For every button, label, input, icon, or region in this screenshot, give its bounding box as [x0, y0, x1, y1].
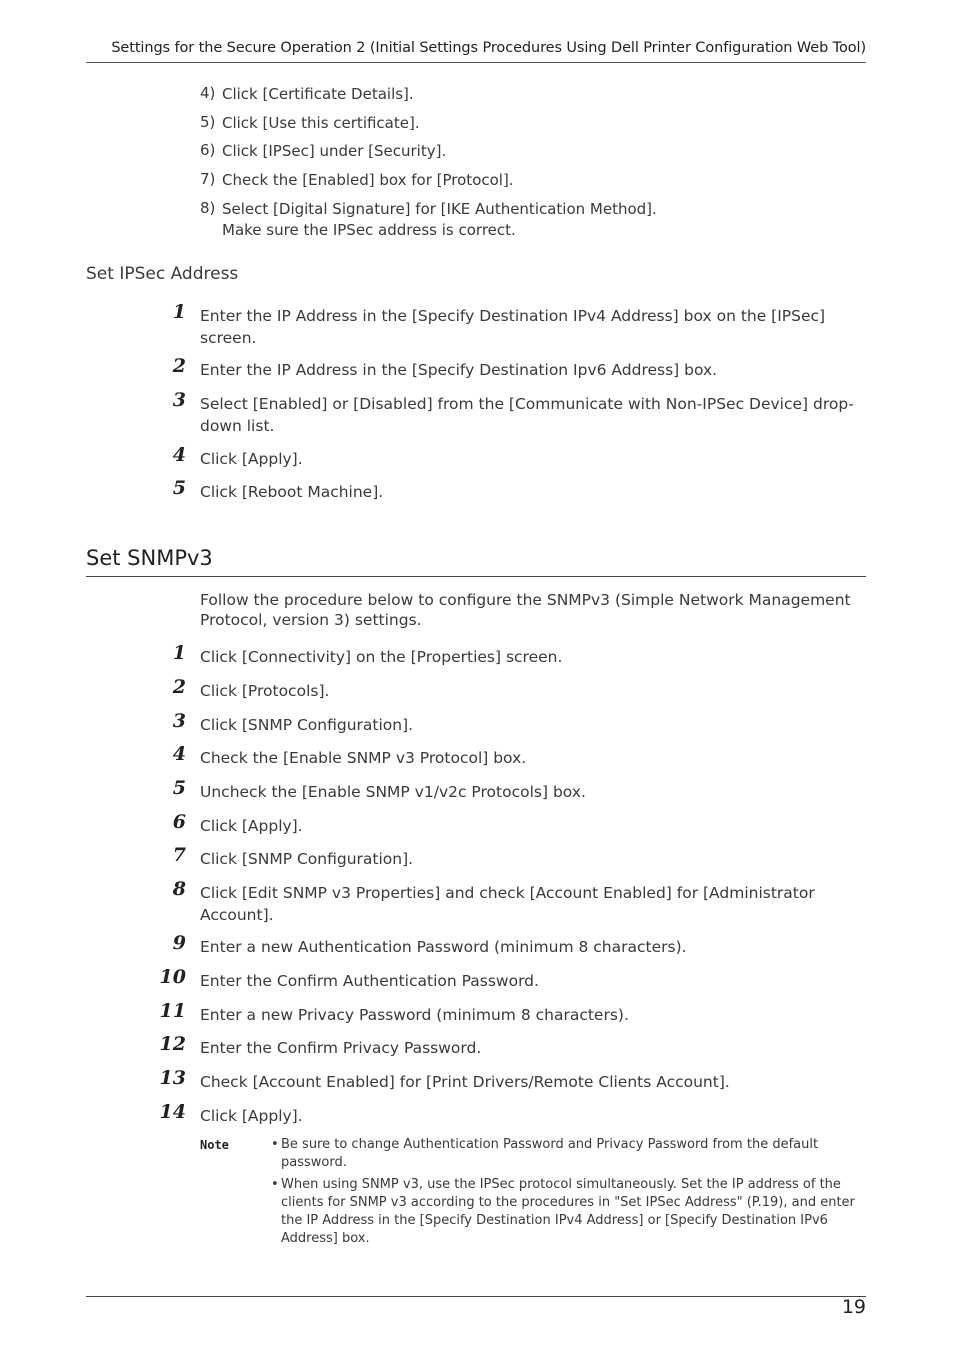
- substep-number: 4): [200, 84, 216, 102]
- step-text: Click [Apply].: [200, 1107, 303, 1125]
- snmp-step-10: [159, 966, 866, 992]
- section-heading-snmpv3: Set SNMPv3: [86, 546, 866, 577]
- step-text: Click [Apply].: [200, 450, 303, 468]
- substep-text: Click [Use this certificate].: [222, 114, 420, 132]
- running-header: Settings for the Secure Operation 2 (Initial Settings Procedures Using Dell Printer Configuration Web Tool): [86, 40, 866, 63]
- step-text: Click [Apply].: [200, 817, 303, 835]
- snmp-step-9: [172, 932, 866, 958]
- step-number: 2: [172, 676, 186, 698]
- step-number: 4: [172, 743, 186, 765]
- note-item: [271, 1176, 859, 1248]
- step-text: Enter the IP Address in the [Specify Destination Ipv6 Address] box.: [200, 361, 718, 379]
- ipsec-step-1: [172, 301, 866, 349]
- snmp-step-14: [159, 1101, 866, 1127]
- snmp-step-3: [172, 710, 866, 736]
- step-number: 12: [159, 1033, 186, 1055]
- step-number: 10: [159, 966, 186, 988]
- step-text: Check [Account Enabled] for [Print Drivers/Remote Clients Account].: [200, 1073, 730, 1091]
- snmp-step-1: [172, 642, 866, 668]
- step-number: 13: [159, 1067, 186, 1089]
- footer-rule: [86, 1296, 866, 1297]
- step-text: Enter the IP Address in the [Specify Destination IPv4 Address] box on the [IPSec] screen.: [200, 307, 826, 347]
- snmp-step-2: [172, 676, 866, 702]
- step-text: Click [Reboot Machine].: [200, 483, 384, 501]
- step-text: Uncheck the [Enable SNMP v1/v2c Protocols] box.: [200, 783, 586, 801]
- note-item: [271, 1136, 859, 1172]
- step-number: 8: [172, 878, 186, 900]
- substep-text: Click [IPSec] under [Security].: [222, 142, 447, 160]
- bullet-icon: •: [271, 1177, 279, 1192]
- substep-text: Check the [Enabled] box for [Protocol].: [222, 171, 514, 189]
- step-text: Enter a new Privacy Password (minimum 8 characters).: [200, 1006, 629, 1024]
- substep-4: [200, 84, 866, 105]
- snmp-step-7: [172, 844, 866, 870]
- snmp-step-11: [159, 1000, 866, 1026]
- substep-7: [200, 170, 866, 191]
- snmp-step-13: [159, 1067, 866, 1093]
- step-text: Click [SNMP Configuration].: [200, 850, 414, 868]
- substep-number: 8): [200, 199, 216, 217]
- snmp-step-4: [172, 743, 866, 769]
- snmp-step-8: [172, 878, 866, 926]
- substep-text: Click [Certificate Details].: [222, 85, 414, 103]
- step-text: Enter a new Authentication Password (minimum 8 characters).: [200, 938, 687, 956]
- substep-number: 6): [200, 141, 216, 159]
- substep-number: 7): [200, 170, 216, 188]
- step-number: 2: [172, 355, 186, 377]
- step-text: Enter the Confirm Privacy Password.: [200, 1039, 482, 1057]
- step-number: 9: [172, 932, 186, 954]
- note-text: When using SNMP v3, use the IPSec protocol simultaneously. Set the IP address of the clients for SNMP v3 according to the procedures in "Set IPSec Address" (P.19), and enter the IP Address in the [Specify Destination IPv4 Address] or [Specify Destination IPv6 Address] box.: [281, 1177, 855, 1246]
- step-number: 5: [172, 777, 186, 799]
- substep-text: Select [Digital Signature] for [IKE Authentication Method].: [222, 200, 657, 218]
- step-number: 1: [172, 301, 186, 323]
- substep-number: 5): [200, 113, 216, 131]
- bullet-icon: •: [271, 1137, 279, 1152]
- step-number: 1: [172, 642, 186, 664]
- step-number: 7: [172, 844, 186, 866]
- substep-text-continued: Make sure the IPSec address is correct.: [222, 221, 516, 239]
- snmp-step-6: [172, 811, 866, 837]
- step-number: 3: [172, 710, 186, 732]
- snmp-intro: Follow the procedure below to configure the SNMPv3 (Simple Network Management Protocol, version 3) settings.: [200, 591, 851, 629]
- ipsec-step-3: [172, 389, 866, 437]
- ipsec-step-2: [172, 355, 866, 381]
- step-number: 3: [172, 389, 186, 411]
- snmp-step-5: [172, 777, 866, 803]
- substep-6: [200, 141, 866, 162]
- step-number: 5: [172, 477, 186, 499]
- step-text: Enter the Confirm Authentication Password.: [200, 972, 539, 990]
- step-number: 11: [159, 1000, 186, 1022]
- step-text: Check the [Enable SNMP v3 Protocol] box.: [200, 749, 527, 767]
- note-text: Be sure to change Authentication Password and Privacy Password from the default password.: [281, 1137, 819, 1170]
- ipsec-step-5: [172, 477, 866, 503]
- step-text: Click [SNMP Configuration].: [200, 716, 414, 734]
- step-text: Select [Enabled] or [Disabled] from the [Communicate with Non-IPSec Device] drop-down list.: [200, 395, 854, 435]
- page-number: 19: [841, 1296, 866, 1318]
- step-text: Click [Edit SNMP v3 Properties] and check [Account Enabled] for [Administrator Account].: [200, 884, 815, 924]
- substep-5: [200, 113, 866, 134]
- section-title-ipsec: Set IPSec Address: [86, 264, 239, 284]
- step-text: Click [Protocols].: [200, 682, 330, 700]
- step-number: 4: [172, 444, 186, 466]
- ipsec-step-4: [172, 444, 866, 470]
- snmp-step-12: [159, 1033, 866, 1059]
- step-number: 6: [172, 811, 186, 833]
- substep-8: [200, 199, 866, 241]
- step-text: Click [Connectivity] on the [Properties] screen.: [200, 648, 563, 666]
- note-label: Note: [200, 1138, 229, 1152]
- step-number: 14: [159, 1101, 186, 1123]
